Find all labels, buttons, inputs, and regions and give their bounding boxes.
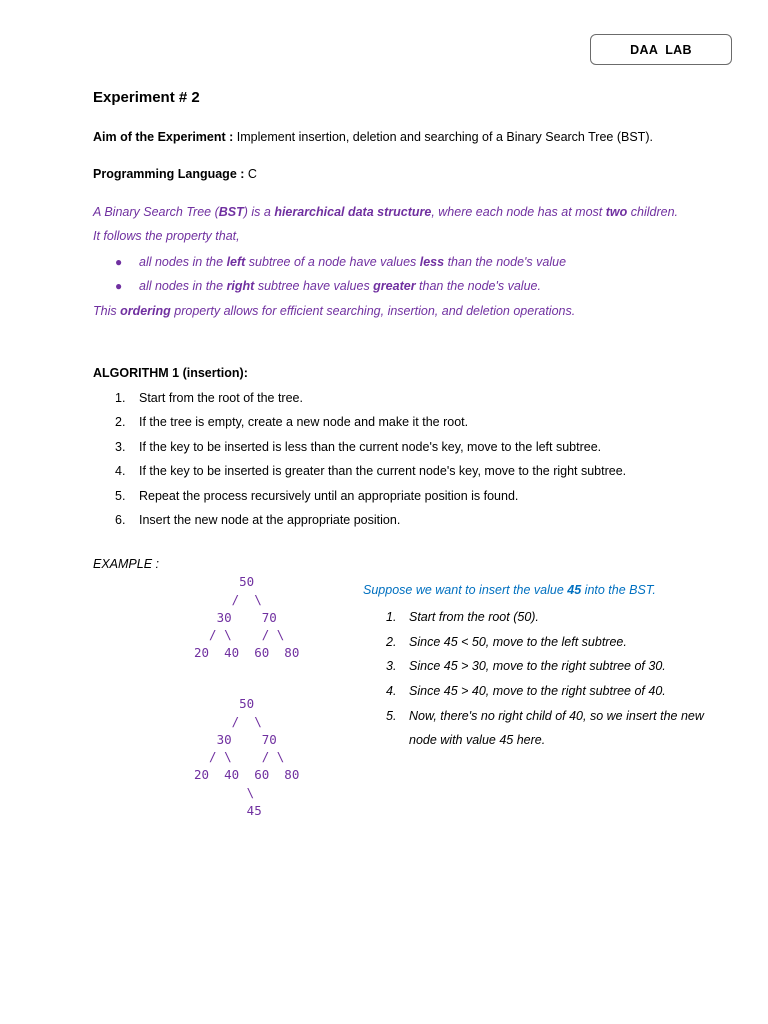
algorithm-step bbox=[115, 464, 626, 478]
intro-text: than the node's value bbox=[444, 255, 567, 269]
intro-emphasis: hierarchical data structure bbox=[274, 205, 432, 219]
example-step-continuation: node with value 45 here. bbox=[409, 733, 546, 747]
example-intro-text: Suppose we want to insert the value bbox=[363, 583, 568, 597]
example-step bbox=[386, 684, 666, 698]
bst-diagram-before: 50 / \ 30 70 / \ / \ 20 40 60 80 bbox=[194, 574, 300, 661]
aim-line bbox=[93, 130, 653, 144]
language-line bbox=[93, 167, 257, 181]
step-text: Now, there's no right child of 40, so we insert the new bbox=[409, 709, 704, 723]
intro-text: A Binary Search Tree ( bbox=[93, 205, 219, 219]
language-text: C bbox=[244, 167, 257, 181]
step-text: Insert the new node at the appropriate position. bbox=[139, 513, 401, 527]
language-label: Programming Language : bbox=[93, 167, 245, 181]
algorithm-step bbox=[115, 440, 601, 454]
bst-property-intro: It follows the property that, bbox=[93, 229, 240, 243]
intro-emphasis: two bbox=[605, 205, 628, 219]
algorithm-step bbox=[115, 391, 303, 405]
step-number: 4. bbox=[115, 464, 126, 478]
step-number: 5. bbox=[115, 489, 126, 503]
step-text: Since 45 > 40, move to the right subtree of 40. bbox=[409, 684, 666, 698]
intro-emphasis: BST bbox=[218, 205, 244, 219]
step-text: Start from the root of the tree. bbox=[139, 391, 303, 405]
step-text: Since 45 > 30, move to the right subtree of 30. bbox=[409, 659, 666, 673]
header-badge-label: DAA LAB bbox=[630, 42, 692, 57]
page-title: Experiment # 2 bbox=[93, 89, 200, 106]
intro-text: ) is a bbox=[243, 205, 275, 219]
step-number: 2. bbox=[386, 635, 397, 649]
example-step bbox=[386, 610, 539, 624]
aim-label: Aim of the Experiment : bbox=[93, 130, 234, 144]
step-text: If the key to be inserted is less than the current node's key, move to the left subtree. bbox=[139, 440, 602, 454]
step-number: 6. bbox=[115, 513, 126, 527]
bullet-icon: ● bbox=[115, 279, 123, 293]
intro-text: all nodes in the bbox=[139, 279, 227, 293]
intro-emphasis: ordering bbox=[120, 304, 171, 318]
bullet-left-rule bbox=[139, 255, 566, 269]
bullet-right-rule bbox=[139, 279, 541, 293]
intro-emphasis: right bbox=[226, 279, 255, 293]
algorithm-step bbox=[115, 415, 468, 429]
step-number: 3. bbox=[386, 659, 397, 673]
intro-text: children. bbox=[627, 205, 679, 219]
intro-text: subtree have values bbox=[254, 279, 374, 293]
example-intro bbox=[363, 583, 656, 597]
example-step bbox=[386, 635, 627, 649]
algorithm-heading: ALGORITHM 1 (insertion): bbox=[93, 366, 248, 380]
intro-text: subtree of a node have values bbox=[245, 255, 420, 269]
intro-emphasis: greater bbox=[373, 279, 416, 293]
step-text: Since 45 < 50, move to the left subtree. bbox=[409, 635, 627, 649]
intro-text: , where each node has at most bbox=[431, 205, 606, 219]
step-text: If the tree is empty, create a new node and make it the root. bbox=[139, 415, 469, 429]
intro-emphasis: less bbox=[419, 255, 445, 269]
step-number: 2. bbox=[115, 415, 126, 429]
bst-definition bbox=[93, 205, 678, 219]
header-badge bbox=[590, 34, 732, 65]
example-label: EXAMPLE : bbox=[93, 557, 159, 571]
example-intro-text: into the BST. bbox=[581, 583, 656, 597]
step-text: If the key to be inserted is greater than the current node's key, move to the right subtree. bbox=[139, 464, 627, 478]
step-text: Repeat the process recursively until an appropriate position is found. bbox=[139, 489, 519, 503]
example-intro-value: 45 bbox=[567, 583, 582, 597]
bullet-icon: ● bbox=[115, 255, 123, 269]
step-number: 1. bbox=[115, 391, 126, 405]
intro-text: property allows for efficient searching, insertion, and deletion operations. bbox=[170, 304, 576, 318]
ordering-property bbox=[93, 304, 575, 318]
intro-text: all nodes in the bbox=[139, 255, 227, 269]
intro-text: This bbox=[93, 304, 121, 318]
step-text: Start from the root (50). bbox=[409, 610, 539, 624]
example-step bbox=[386, 659, 666, 673]
algorithm-step bbox=[115, 513, 400, 527]
step-number: 3. bbox=[115, 440, 126, 454]
step-number: 5. bbox=[386, 709, 397, 723]
bst-diagram-after: 50 / \ 30 70 / \ / \ 20 40 60 80 \ 45 bbox=[194, 696, 300, 818]
step-number: 1. bbox=[386, 610, 397, 624]
step-number: 4. bbox=[386, 684, 397, 698]
intro-emphasis: left bbox=[226, 255, 246, 269]
example-step bbox=[386, 709, 704, 723]
intro-text: than the node's value. bbox=[415, 279, 541, 293]
aim-text: Implement insertion, deletion and searching of a Binary Search Tree (BST). bbox=[233, 130, 653, 144]
algorithm-step bbox=[115, 489, 518, 503]
